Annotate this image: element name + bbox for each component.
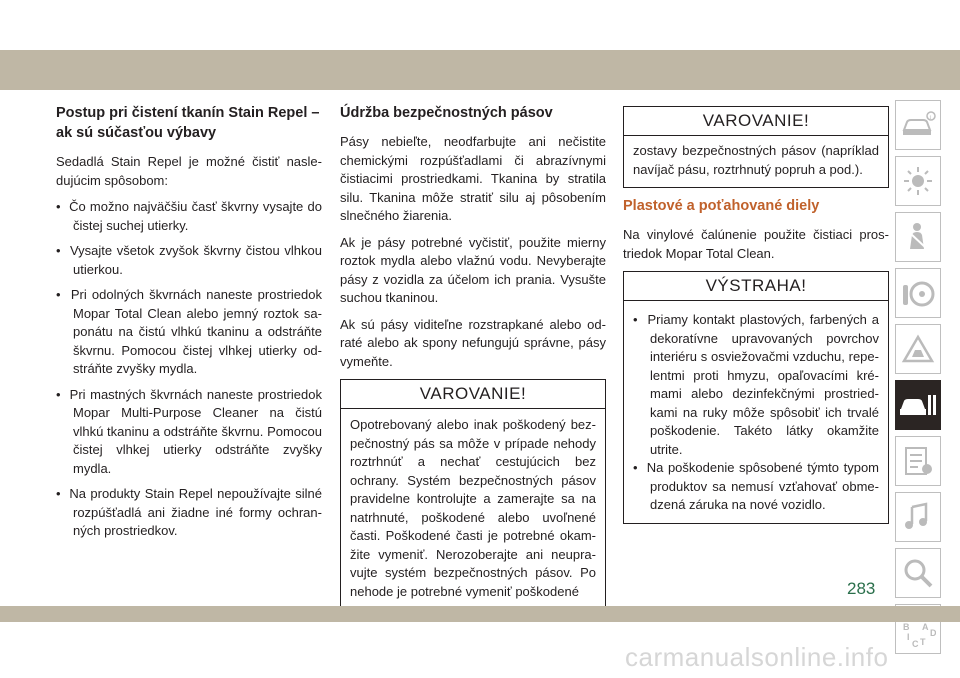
tab-warning[interactable] bbox=[895, 324, 941, 374]
list-item: • Vysajte všetok zvyšok škvrny čistou vlhkou utierkou. bbox=[56, 242, 322, 279]
warning-text: Opotrebovaný alebo inak poškodený bezpečnostný pás sa môže v prípade nehody roztrhnúť a nechať cestujúcich bez ochrany. Systém bezpečnostných pásov pravidelne kontrolujte a zamerajte sa na natrhnuté, poškodené alebo uvoľnené časti. Poškodené časti je potrebné okamžite vymeniť. Nerozoberajte ani neupravujte systém bezpečnostných pásov. Po nehode je potrebné vymeniť poškodené bbox=[350, 417, 596, 599]
svg-text:C: C bbox=[912, 639, 919, 649]
tab-seatbelt[interactable] bbox=[895, 212, 941, 262]
seatbelt-heading: Údržba bezpečnostných pásov bbox=[340, 105, 553, 121]
list-item: • Priamy kontakt plastových, farbených a dekoratívne upravovaných povrchov interiéru s osviežovačmi vzduchu, repelentmi proti hmyzu, opaľovacími krémami alebo dezinfekčnými prostriedkami na ruky môže spôsobiť ich trvalé poškodenie. Takéto látky okamžite utrite. bbox=[633, 311, 879, 459]
svg-text:A: A bbox=[922, 622, 929, 632]
plastic-parts-paragraph: Na vinylové čalúnenie použite čistiaci prostriedok Mopar Total Clean. bbox=[623, 227, 889, 261]
plastic-parts-heading: Plastové a poťahované diely bbox=[623, 198, 820, 214]
tab-steering[interactable] bbox=[895, 268, 941, 318]
top-band bbox=[0, 50, 960, 90]
warning-body bbox=[341, 409, 605, 609]
svg-text:T: T bbox=[920, 637, 926, 647]
svg-text:I: I bbox=[907, 632, 910, 642]
svg-text:B: B bbox=[903, 622, 910, 632]
car-info-icon bbox=[900, 110, 936, 140]
page-number: 283 bbox=[847, 579, 876, 598]
column-stain-repel bbox=[56, 103, 322, 548]
music-settings-icon bbox=[900, 499, 936, 535]
seatbelt-paragraph: Ak sú pásy viditeľne rozstrapkané alebo odraté alebo ak spony nefungujú správne, pásy vymeňte. bbox=[340, 316, 606, 369]
list-item: • Na produkty Stain Repel nepoužívajte silné rozpúšťadlá ani žiadne iné formy ochranných prostriedkov. bbox=[56, 485, 322, 541]
warning-box-continued bbox=[623, 106, 889, 188]
stain-repel-intro: Sedadlá Stain Repel je možné čistiť nasledujúcim spôsobom: bbox=[56, 154, 322, 188]
watermark: carmanualsonline.info bbox=[625, 642, 889, 672]
column-plastic-parts bbox=[623, 103, 889, 524]
svg-text:D: D bbox=[930, 628, 936, 638]
caution-body bbox=[624, 301, 888, 523]
warning-text: zostavy bezpečnostných pásov (napríklad navíjač pásu, roztrhnutý popruh a pod.). bbox=[633, 143, 879, 177]
warning-body bbox=[624, 136, 888, 187]
tab-lights[interactable] bbox=[895, 156, 941, 206]
warning-title: VAROVANIE! bbox=[341, 380, 605, 409]
seatbelt-paragraph: Pásy nebieľte, neodfarbujte ani nečistite chemickými rozpúšťadlami či abrazívnymi čistiacimi prostriedkami. Tkanina by stratila silu. Tkanina môže stratiť silu aj pôsobením slnečného žiarenia. bbox=[340, 134, 606, 223]
tab-car-service[interactable] bbox=[895, 380, 941, 430]
chapter-tabs bbox=[895, 100, 941, 660]
tab-multimedia[interactable] bbox=[895, 492, 941, 542]
warning-title: VAROVANIE! bbox=[624, 107, 888, 136]
stain-repel-heading: Postup pri čistení tkanín Stain Repel – ak sú súčasťou výbavy bbox=[56, 105, 320, 141]
car-service-icon bbox=[899, 389, 937, 421]
list-item: • Na poškodenie spôsobené týmto typom produktov sa nemusí vzťahovať obmedzená záruka na nové vozidlo. bbox=[633, 459, 879, 515]
checklist-icon bbox=[900, 443, 936, 479]
warning-box bbox=[340, 379, 606, 610]
column-seatbelt-maintenance bbox=[340, 103, 606, 610]
search-icon bbox=[900, 555, 936, 591]
bottom-band bbox=[0, 606, 960, 622]
caution-title: VÝSTRAHA! bbox=[624, 272, 888, 301]
seatbelt-icon bbox=[900, 219, 936, 255]
tab-search[interactable] bbox=[895, 548, 941, 598]
lights-icon bbox=[900, 163, 936, 199]
warning-triangle-icon bbox=[900, 331, 936, 367]
list-item: • Čo možno najväčšiu časť škvrny vysajte do čistej suchej utierky. bbox=[56, 198, 322, 235]
caution-box bbox=[623, 271, 889, 524]
stain-repel-list bbox=[56, 198, 322, 541]
caution-list bbox=[633, 311, 879, 515]
list-item: • Pri mastných škvrnách naneste prostriedok Mopar Multi-Purpose Cleaner na čistú vlhkú tkaninu a odstráňte škvrnu. Pomocou čistej vlhkej utierky odstráňte zvyšky mydla. bbox=[56, 386, 322, 479]
steering-wheel-icon bbox=[900, 275, 936, 311]
list-item: • Pri odolných škvrnách naneste prostriedok Mopar Total Clean alebo jemný roztok saponátu na čistú vlhkú tkaninu a odstráňte škvrnu. Pomocou čistej vlhkej utierky odstráňte zvyšky mydla. bbox=[56, 286, 322, 379]
svg-text:i: i bbox=[929, 115, 932, 121]
tab-checklist[interactable] bbox=[895, 436, 941, 486]
seatbelt-paragraph: Ak je pásy potrebné vyčistiť, použite mierny roztok mydla alebo vlažnú vodu. Nevyberajte pásy z vozidla za účelom ich prania. Vysušte suchou tkaninou. bbox=[340, 234, 606, 305]
tab-car-info[interactable] bbox=[895, 100, 941, 150]
